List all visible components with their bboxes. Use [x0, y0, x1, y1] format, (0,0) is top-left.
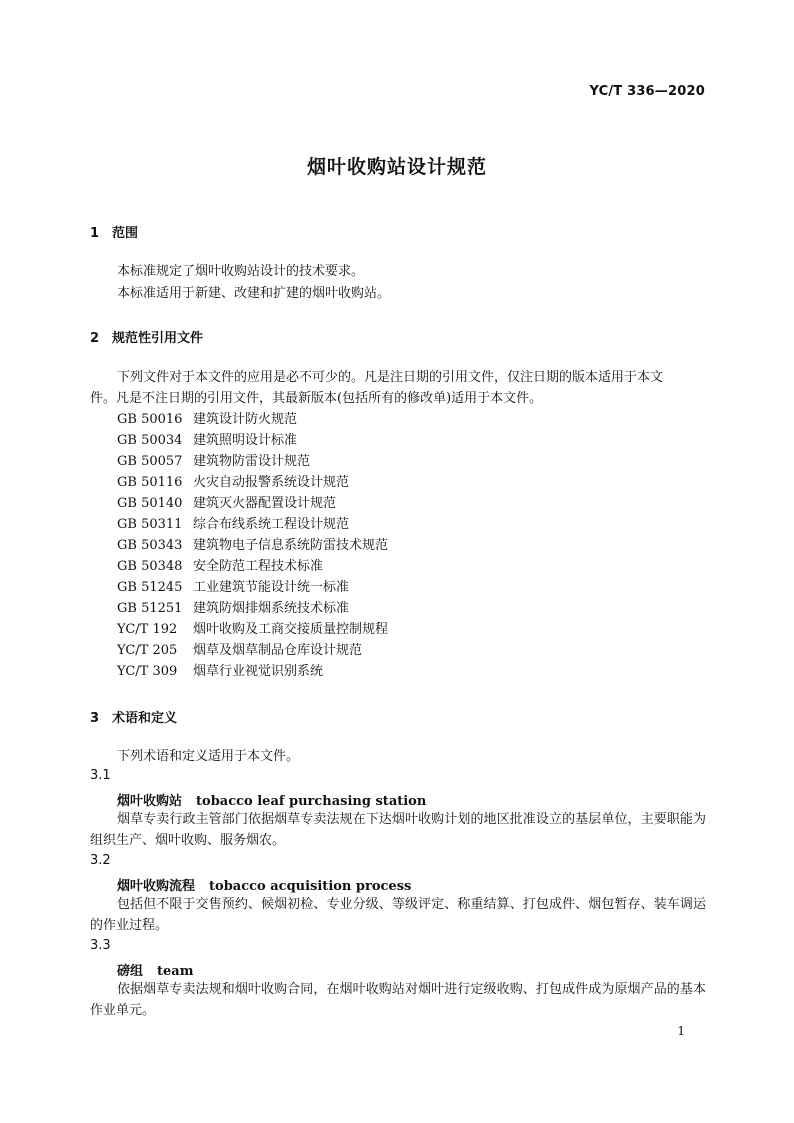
section-title: 范围 — [112, 226, 139, 241]
page-number: 1 — [677, 1024, 685, 1038]
section-heading-terms — [90, 707, 177, 726]
term-number: 3.2 — [90, 853, 111, 868]
terms-intro: 下列术语和定义适用于本文件。 — [117, 749, 300, 764]
reference-name: 建筑灭火器配置设计规范 — [193, 496, 337, 511]
reference-name: 烟草行业视觉识别系统 — [193, 664, 324, 679]
term-heading — [117, 875, 411, 894]
reference-item — [117, 430, 297, 451]
term-heading — [117, 790, 426, 809]
reference-name: 建筑照明设计标准 — [193, 433, 298, 448]
reference-code: GB 50140 — [117, 496, 183, 511]
reference-item — [117, 409, 297, 430]
reference-code: GB 50016 — [117, 412, 183, 427]
reference-item — [117, 493, 336, 514]
reference-item — [117, 535, 388, 556]
reference-name: 建筑设计防火规范 — [193, 412, 298, 427]
reference-name: 烟草及烟草制品仓库设计规范 — [193, 643, 363, 658]
reference-name: 综合布线系统工程设计规范 — [193, 517, 350, 532]
reference-code: GB 50343 — [117, 538, 183, 553]
term-heading — [117, 960, 193, 979]
reference-item — [117, 619, 388, 640]
reference-item — [117, 556, 323, 577]
section-title: 术语和定义 — [112, 711, 178, 726]
reference-code: GB 50348 — [117, 559, 183, 574]
reference-item — [117, 472, 349, 493]
refs-intro-line-1: 下列文件对于本文件的应用是必不可少的。凡是注日期的引用文件，仅注日期的版本适用于本文 — [117, 370, 664, 385]
section-title: 规范性引用文件 — [112, 331, 204, 346]
reference-code: GB 50057 — [117, 454, 183, 469]
reference-item — [117, 514, 349, 535]
reference-code: GB 51251 — [117, 601, 183, 616]
document-title: 烟叶收购站设计规范 — [306, 156, 487, 178]
reference-name: 安全防范工程技术标准 — [193, 559, 324, 574]
reference-name: 火灾自动报警系统设计规范 — [193, 475, 350, 490]
term-definition: 依据烟草专卖法规和烟叶收购合同，在烟叶收购站对烟叶进行定级收购、打包成件成为原烟产品的基本作业单元。 — [90, 982, 706, 1018]
reference-code: GB 50311 — [117, 517, 183, 532]
reference-name: 建筑防烟排烟系统技术标准 — [193, 601, 350, 616]
term-en: tobacco leaf purchasing station — [196, 794, 427, 809]
standard-code: YC/T 336—2020 — [589, 84, 705, 99]
term-en: team — [157, 964, 194, 979]
reference-code: YC/T 205 — [117, 643, 178, 658]
reference-name: 建筑物电子信息系统防雷技术规范 — [193, 538, 389, 553]
term-en: tobacco acquisition process — [209, 879, 412, 894]
term-number: 3.3 — [90, 938, 111, 953]
term-definition: 烟草专卖行政主管部门依据烟草专卖法规在下达烟叶收购计划的地区批准设立的基层单位，主要职能为组织生产、烟叶收购、服务烟农。 — [90, 812, 706, 848]
reference-code: GB 50034 — [117, 433, 183, 448]
term-zh: 烟叶收购站 — [117, 794, 183, 809]
reference-item — [117, 577, 349, 598]
scope-line-2: 本标准适用于新建、改建和扩建的烟叶收购站。 — [117, 286, 391, 301]
term-definition: 包括但不限于交售预约、候烟初检、专业分级、等级评定、称重结算、打包成件、烟包暂存、装车调运的作业过程。 — [90, 897, 706, 933]
reference-item — [117, 661, 323, 682]
reference-item — [117, 451, 310, 472]
reference-name: 工业建筑节能设计统一标准 — [193, 580, 350, 595]
term-zh: 磅组 — [117, 964, 144, 979]
section-heading-scope — [90, 222, 138, 241]
scope-line-1: 本标准规定了烟叶收购站设计的技术要求。 — [117, 264, 365, 279]
section-number: 2 — [90, 331, 100, 346]
refs-intro-line-2: 件。凡是不注日期的引用文件，其最新版本(包括所有的修改单)适用于本文件。 — [90, 391, 543, 406]
reference-code: GB 50116 — [117, 475, 183, 490]
section-number: 3 — [90, 711, 100, 726]
reference-code: GB 51245 — [117, 580, 183, 595]
term-number: 3.1 — [90, 768, 111, 783]
reference-code: YC/T 309 — [117, 664, 178, 679]
term-zh: 烟叶收购流程 — [117, 879, 196, 894]
section-number: 1 — [90, 226, 100, 241]
reference-code: YC/T 192 — [117, 622, 178, 637]
reference-item — [117, 598, 349, 619]
reference-name: 建筑物防雷设计规范 — [193, 454, 311, 469]
section-heading-refs — [90, 327, 203, 346]
reference-item — [117, 640, 362, 661]
reference-name: 烟叶收购及工商交接质量控制规程 — [193, 622, 389, 637]
